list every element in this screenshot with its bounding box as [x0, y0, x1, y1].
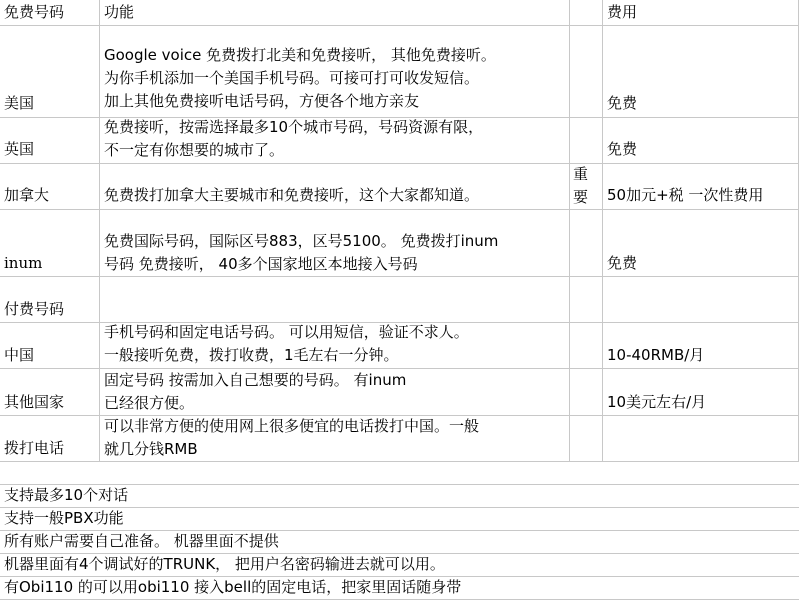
row-divider	[0, 276, 799, 277]
header-fee: 费用	[607, 3, 638, 21]
row-label-other: 其他国家	[4, 393, 65, 411]
row-fee-uk: 免费	[607, 140, 638, 158]
row-label-dial: 拨打电话	[4, 439, 65, 457]
row-divider	[0, 163, 799, 164]
row-desc-us-line1: Google voice 免费拨打北美和免费接听， 其他免费接听。	[104, 46, 496, 64]
row-desc-dial-line2: 就几分钱RMB	[104, 440, 198, 458]
row-divider	[0, 461, 799, 462]
section-paid-numbers: 付费号码	[4, 300, 65, 318]
row-desc-other-line1: 固定号码 按需加入自己想要的号码。 有inum	[104, 371, 407, 389]
note-line: 所有账户需要自己准备。 机器里面不提供	[4, 532, 279, 550]
note-line: 有Obi110 的可以用obi110 接入bell的固定电话，把家里固话随身带	[4, 578, 462, 596]
row-fee-china: 10-40RMB/月	[607, 346, 705, 364]
row-desc-us-line2: 为你手机添加一个美国手机号码。可接可打可收发短信。	[104, 69, 480, 87]
row-label-uk: 英国	[4, 140, 35, 158]
col-divider	[602, 0, 603, 462]
header-free-numbers: 免费号码	[4, 3, 65, 21]
row-fee-inum: 免费	[607, 254, 638, 272]
row-desc-canada: 免费拨打加拿大主要城市和免费接听，这个大家都知道。	[104, 186, 480, 204]
col-divider	[99, 0, 100, 462]
row-fee-other: 10美元左右/月	[607, 393, 707, 411]
row-desc-uk-line1: 免费接听，按需选择最多10个城市号码，号码资源有限，	[104, 118, 484, 136]
row-desc-dial-line1: 可以非常方便的使用网上很多便宜的电话拨打中国。一般	[104, 417, 480, 435]
row-desc-china-line2: 一般接听免费，拨打收费，1毛左右一分钟。	[104, 346, 399, 364]
row-note-canada-line2: 要	[573, 188, 589, 206]
note-line: 支持最多10个对话	[4, 486, 129, 504]
row-desc-inum-line2: 号码 免费接听， 40多个国家地区本地接入号码	[104, 255, 418, 273]
row-desc-us-line3: 加上其他免费接听电话号码，方便各个地方亲友	[104, 92, 420, 110]
row-label-us: 美国	[4, 94, 35, 112]
note-line: 机器里面有4个调试好的TRUNK， 把用户名密码输进去就可以用。	[4, 555, 445, 573]
row-fee-us: 免费	[607, 94, 638, 112]
row-divider	[0, 209, 799, 210]
col-divider	[569, 0, 570, 462]
row-desc-inum-line1: 免费国际号码，国际区号883，区号5100。 免费拨打inum	[104, 232, 499, 250]
row-label-china: 中国	[4, 346, 35, 364]
row-divider	[0, 599, 799, 600]
row-desc-other-line2: 已经很方便。	[104, 394, 195, 412]
row-fee-canada: 50加元+税 一次性费用	[607, 186, 764, 204]
header-features: 功能	[104, 3, 135, 21]
row-label-inum: inum	[4, 254, 43, 272]
row-desc-china-line1: 手机号码和固定电话号码。 可以用短信，验证不求人。	[104, 323, 469, 341]
row-note-canada-line1: 重	[573, 165, 589, 183]
row-label-canada: 加拿大	[4, 186, 50, 204]
row-desc-uk-line2: 不一定有你想要的城市了。	[104, 141, 285, 159]
row-divider	[0, 25, 799, 26]
note-line: 支持一般PBX功能	[4, 509, 124, 527]
